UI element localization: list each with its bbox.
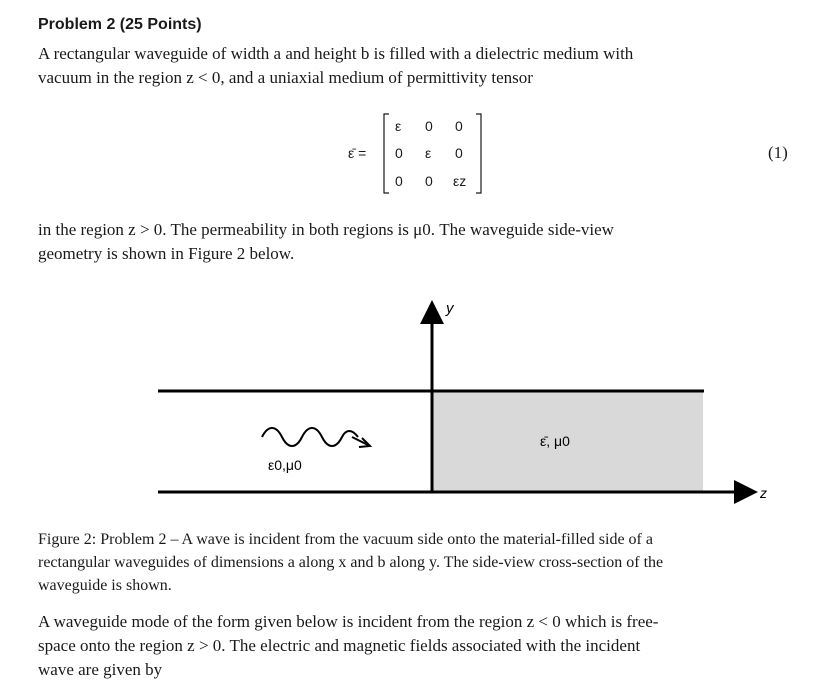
para3-line-1: A waveguide mode of the form given below is incident from the region z < 0 which is free- [38, 612, 659, 631]
intro-line-1: A rectangular waveguide of width a and height b is filled with a dielectric medium with [38, 44, 634, 63]
material-label: ε̄, μ0 [540, 433, 570, 449]
matrix-cell: ε [425, 145, 432, 161]
matrix-cell: 0 [455, 118, 463, 134]
para3-line-2: space onto the region z > 0. The electric and magnetic fields associated with the incident [38, 636, 641, 655]
intro-line-2: vacuum in the region z < 0, and a uniaxial medium of permittivity tensor [38, 68, 533, 87]
figure-caption [38, 528, 794, 597]
vacuum-label: ε0,μ0 [268, 457, 302, 473]
matrix-cell: 0 [425, 173, 433, 189]
para3-line-3: wave are given by [38, 660, 163, 679]
matrix-cell: 0 [395, 173, 403, 189]
caption-line-3: waveguide is shown. [38, 577, 172, 594]
matrix-cell: 0 [395, 145, 403, 161]
caption-line-1: Figure 2: Problem 2 – A wave is incident from the vacuum side onto the material-filled side of a [38, 531, 653, 548]
incident-wave-icon [262, 428, 358, 446]
matrix-cell: 0 [455, 145, 463, 161]
equation-number: (1) [768, 143, 788, 162]
y-axis-label: y [446, 300, 454, 317]
matrix-cell: 0 [425, 118, 433, 134]
incident-wave-paragraph [38, 610, 794, 682]
tensor-symbol: ε̄ = [348, 145, 367, 161]
problem-heading: Problem 2 (25 Points) [38, 16, 202, 33]
caption-line-2: rectangular waveguides of dimensions a along x and b along y. The side-view cross-section of the [38, 554, 664, 571]
matrix-cell: ε [395, 118, 402, 134]
para2-line-2: geometry is shown in Figure 2 below. [38, 244, 295, 263]
para2-line-1: in the region z > 0. The permeability in both regions is μ0. The waveguide side-view [38, 220, 614, 239]
z-axis-label: z [760, 485, 767, 501]
matrix-cell: εz [453, 173, 467, 189]
